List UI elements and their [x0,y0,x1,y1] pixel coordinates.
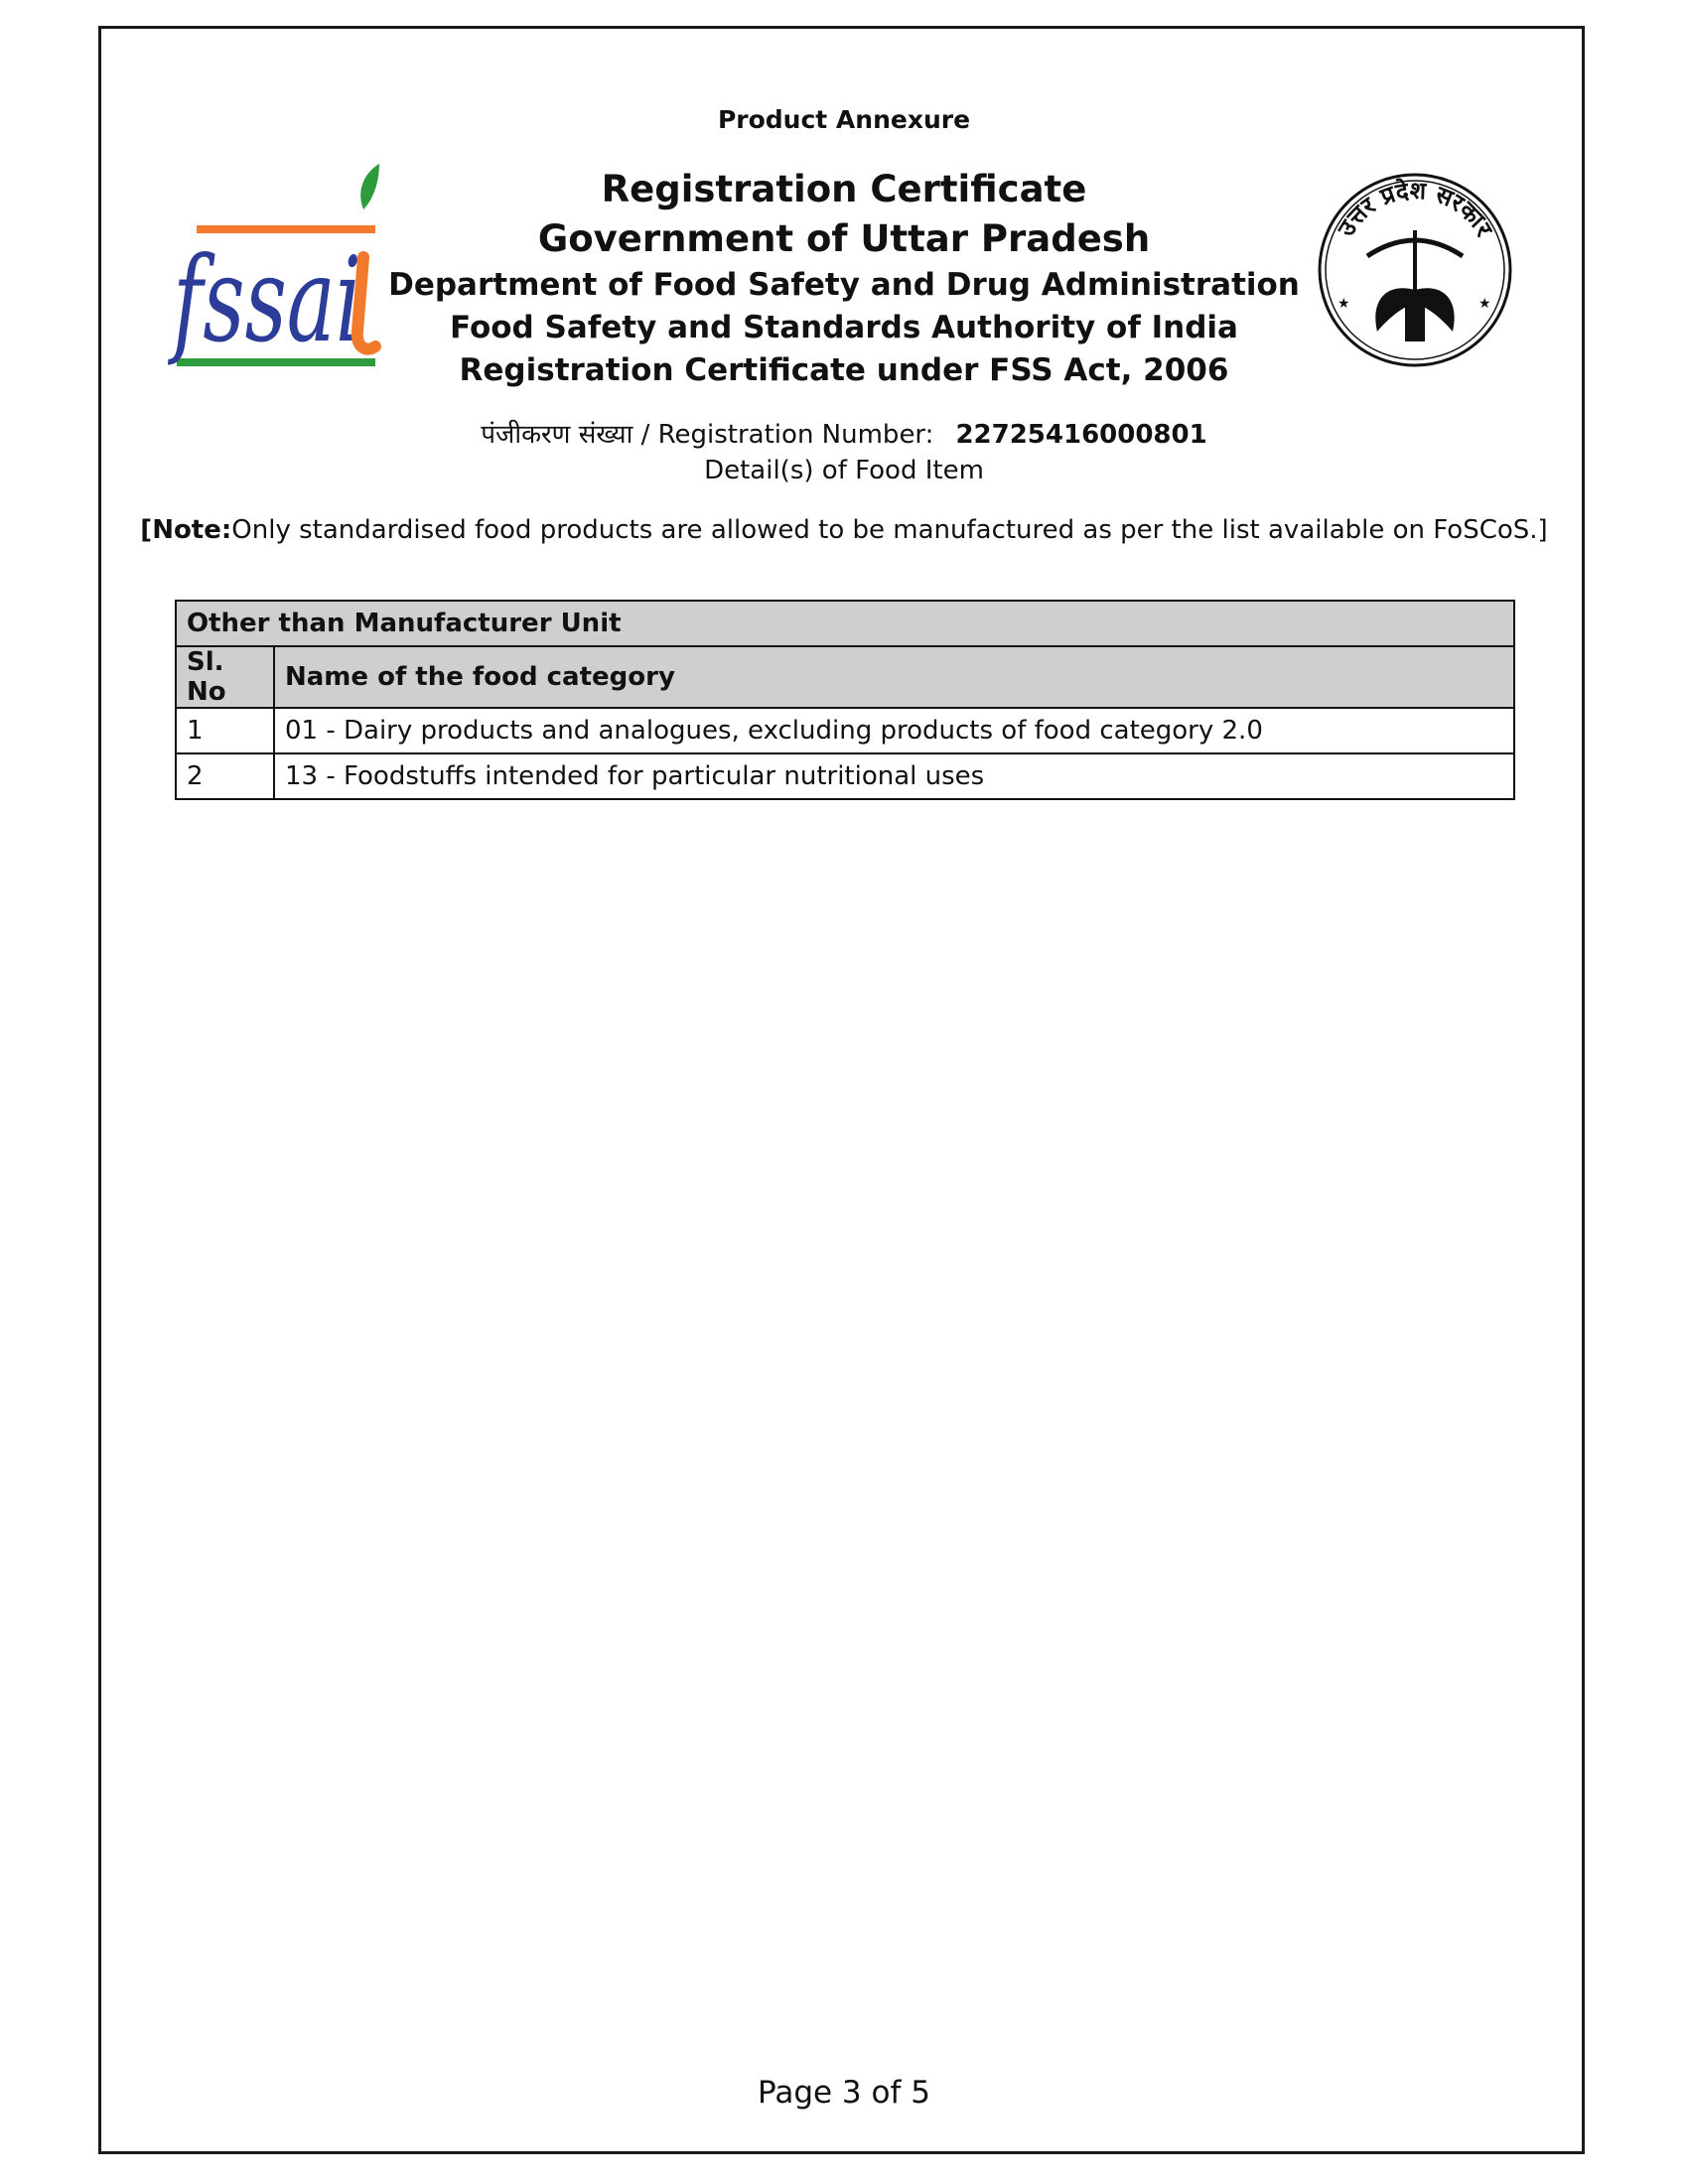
registration-label: पंजीकरण संख्या / Registration Number: [481,420,934,450]
header-line-2: Government of Uttar Pradesh [537,217,1151,260]
seal-text: उत्तर प्रदेश सरकार [1332,176,1498,241]
header-line-1: Registration Certificate [601,168,1087,210]
table-row [176,753,1514,799]
detail-heading: Detail(s) of Food Item [704,456,984,485]
header-line-4: Food Safety and Standards Authority of India [450,310,1238,345]
food-category-table [175,600,1515,800]
table-section-title: Other than Manufacturer Unit [176,601,1514,646]
annexure-title: Product Annexure [717,105,971,134]
svg-text:★: ★ [1337,296,1350,312]
column-header-sl-no: Sl. No [176,646,274,708]
header-line-3: Department of Food Safety and Drug Administration [388,267,1300,303]
note [0,512,1688,548]
row-food-category: 13 - Foodstuffs intended for particular nutritional uses [274,753,1514,799]
note-open-bracket: [ [140,515,153,545]
table-row [176,708,1514,753]
row-sl-no: 2 [176,753,274,799]
row-food-category: 01 - Dairy products and analogues, excluding products of food category 2.0 [274,708,1514,753]
page-number: Page 3 of 5 [758,2075,930,2111]
certificate-header [0,165,1688,392]
note-label: Note: [152,515,232,545]
registration-number: 22725416000801 [955,420,1207,450]
note-text: Only standardised food products are allowed to be manufactured as per the list available on FoSCoS.] [231,515,1548,545]
header-line-5: Registration Certificate under FSS Act, 2006 [459,352,1229,388]
registration-line [0,417,1688,453]
column-header-food-category: Name of the food category [274,646,1514,708]
svg-text:★: ★ [1478,296,1491,312]
fssai-logo-text: fssai [167,231,361,368]
row-sl-no: 1 [176,708,274,753]
